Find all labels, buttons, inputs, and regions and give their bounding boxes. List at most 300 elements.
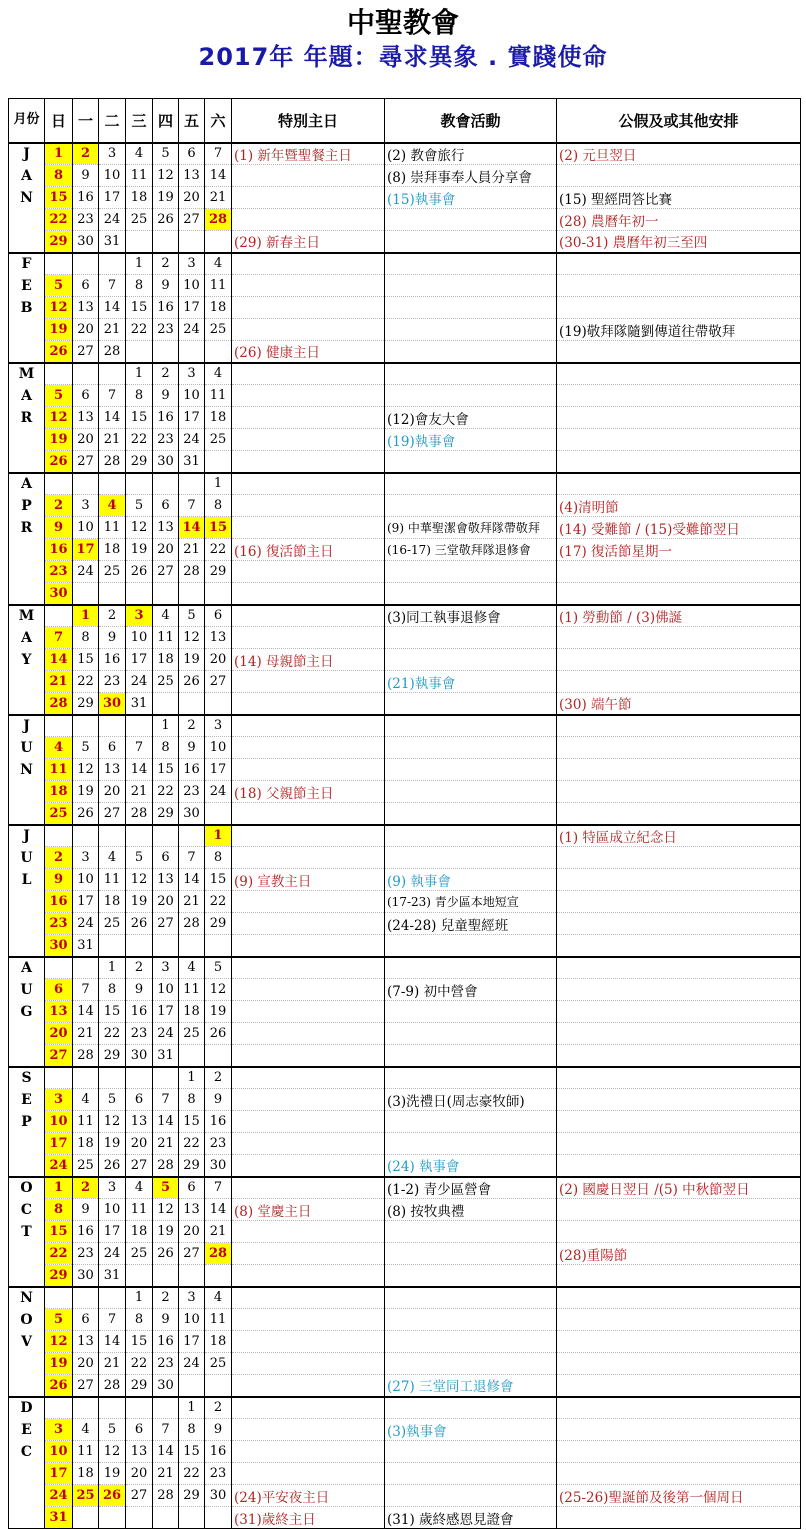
special-sunday-cell: (9) 宣教主日: [232, 869, 385, 891]
calendar-week-row: [9, 891, 801, 913]
day-cell: 15: [126, 1331, 153, 1353]
header-day: 五: [179, 99, 205, 143]
church-activity-cell: (17-23) 青少區本地短宣: [385, 891, 557, 913]
day-cell: 30: [73, 231, 99, 253]
church-activity-cell: [385, 363, 557, 385]
holiday-cell: (17) 復活節星期一: [557, 539, 801, 561]
day-cell: 30: [153, 1375, 179, 1397]
day-cell: [73, 363, 99, 385]
day-cell: 23: [153, 319, 179, 341]
day-cell: [126, 231, 153, 253]
day-cell: 28: [205, 1243, 232, 1265]
day-cell: [73, 715, 99, 737]
holiday-cell: (28) 農曆年初一: [557, 209, 801, 231]
day-cell: 29: [205, 561, 232, 583]
day-cell: 23: [153, 1353, 179, 1375]
special-sunday-cell: (16) 復活節主日: [232, 539, 385, 561]
special-sunday-cell: [232, 517, 385, 539]
calendar-week-row: [9, 319, 801, 341]
day-cell: 12: [179, 627, 205, 649]
day-cell: 16: [153, 407, 179, 429]
special-sunday-cell: (24)平安夜主日: [232, 1485, 385, 1507]
day-cell: [73, 825, 99, 847]
special-sunday-cell: [232, 209, 385, 231]
day-cell: 10: [99, 165, 126, 187]
holiday-cell: [557, 297, 801, 319]
day-cell: 19: [99, 1463, 126, 1485]
day-cell: 2: [73, 1177, 99, 1199]
church-activity-cell: [385, 1045, 557, 1067]
calendar-week-row: [9, 1001, 801, 1023]
church-activity-cell: [385, 583, 557, 605]
day-cell: 20: [99, 781, 126, 803]
day-cell: 10: [45, 1441, 73, 1463]
day-cell: 5: [99, 1419, 126, 1441]
day-cell: [153, 1265, 179, 1287]
day-cell: 27: [126, 1155, 153, 1177]
holiday-cell: [557, 737, 801, 759]
month-letter: [9, 693, 45, 715]
day-cell: [45, 1397, 73, 1419]
day-cell: 11: [205, 1309, 232, 1331]
special-sunday-cell: [232, 1023, 385, 1045]
day-cell: 25: [126, 1243, 153, 1265]
day-cell: 12: [126, 869, 153, 891]
day-cell: 15: [126, 297, 153, 319]
day-cell: 9: [126, 979, 153, 1001]
day-cell: 22: [45, 209, 73, 231]
day-cell: 1: [126, 363, 153, 385]
day-cell: 9: [153, 275, 179, 297]
day-cell: 12: [45, 1331, 73, 1353]
day-cell: 31: [126, 693, 153, 715]
day-cell: 12: [45, 297, 73, 319]
holiday-cell: (2) 國慶日翌日 /(5) 中秋節翌日: [557, 1177, 801, 1199]
day-cell: 11: [126, 1199, 153, 1221]
day-cell: 8: [99, 979, 126, 1001]
day-cell: 24: [126, 671, 153, 693]
day-cell: 23: [126, 1023, 153, 1045]
month-letter: U: [9, 737, 45, 759]
church-activity-cell: [385, 693, 557, 715]
church-activity-cell: (31) 歲終感恩見證會: [385, 1507, 557, 1529]
day-cell: 4: [126, 1177, 153, 1199]
day-cell: 30: [126, 1045, 153, 1067]
calendar-week-row: [9, 517, 801, 539]
day-cell: 14: [99, 1331, 126, 1353]
day-cell: [99, 1397, 126, 1419]
day-cell: 29: [45, 231, 73, 253]
church-activity-cell: [385, 715, 557, 737]
holiday-cell: [557, 671, 801, 693]
day-cell: 11: [99, 869, 126, 891]
day-cell: 16: [99, 649, 126, 671]
holiday-cell: [557, 561, 801, 583]
day-cell: 19: [126, 539, 153, 561]
day-cell: [179, 1045, 205, 1067]
day-cell: 31: [179, 451, 205, 473]
day-cell: 1: [205, 825, 232, 847]
day-cell: 4: [73, 1419, 99, 1441]
calendar-week-row: [9, 561, 801, 583]
day-cell: 27: [73, 341, 99, 363]
month-letter: [9, 561, 45, 583]
holiday-cell: [557, 253, 801, 275]
day-cell: 26: [153, 209, 179, 231]
calendar-week-row: [9, 1177, 801, 1199]
day-cell: 9: [205, 1419, 232, 1441]
day-cell: 2: [205, 1397, 232, 1419]
day-cell: 25: [45, 803, 73, 825]
month-letter: F: [9, 253, 45, 275]
day-cell: 18: [99, 891, 126, 913]
holiday-cell: [557, 473, 801, 495]
day-cell: 10: [179, 275, 205, 297]
month-letter: [9, 803, 45, 825]
day-cell: 28: [99, 1375, 126, 1397]
holiday-cell: [557, 407, 801, 429]
day-cell: 18: [153, 649, 179, 671]
day-cell: 26: [45, 341, 73, 363]
day-cell: 24: [179, 429, 205, 451]
day-cell: 7: [153, 1419, 179, 1441]
holiday-cell: [557, 583, 801, 605]
header-holiday: 公假及或其他安排: [557, 99, 801, 143]
day-cell: 1: [45, 143, 73, 165]
day-cell: 13: [99, 759, 126, 781]
calendar-week-row: [9, 803, 801, 825]
church-activity-cell: (21)執事會: [385, 671, 557, 693]
church-activity-cell: (24) 執事會: [385, 1155, 557, 1177]
holiday-cell: [557, 957, 801, 979]
day-cell: 28: [126, 803, 153, 825]
day-cell: 7: [179, 847, 205, 869]
day-cell: [205, 231, 232, 253]
month-letter: M: [9, 605, 45, 627]
day-cell: 27: [73, 1375, 99, 1397]
day-cell: 5: [126, 495, 153, 517]
day-cell: 18: [205, 1331, 232, 1353]
day-cell: [99, 715, 126, 737]
day-cell: 9: [45, 869, 73, 891]
day-cell: 16: [73, 187, 99, 209]
day-cell: 27: [205, 671, 232, 693]
holiday-cell: [557, 1507, 801, 1529]
church-activity-cell: [385, 825, 557, 847]
day-cell: 7: [73, 979, 99, 1001]
month-letter: [9, 671, 45, 693]
day-cell: 7: [153, 1089, 179, 1111]
day-cell: 21: [179, 539, 205, 561]
day-cell: [99, 825, 126, 847]
day-cell: 13: [205, 627, 232, 649]
day-cell: 6: [73, 1309, 99, 1331]
day-cell: 18: [73, 1133, 99, 1155]
day-cell: 16: [205, 1441, 232, 1463]
day-cell: [99, 1287, 126, 1309]
day-cell: [205, 583, 232, 605]
calendar-week-row: [9, 1155, 801, 1177]
holiday-cell: [557, 891, 801, 913]
holiday-cell: (25-26)聖誕節及後第一個周日: [557, 1485, 801, 1507]
day-cell: 26: [126, 913, 153, 935]
month-letter: S: [9, 1067, 45, 1089]
header-day: 二: [99, 99, 126, 143]
day-cell: 16: [205, 1111, 232, 1133]
day-cell: 2: [45, 847, 73, 869]
day-cell: 2: [153, 253, 179, 275]
month-letter: M: [9, 363, 45, 385]
holiday-cell: [557, 385, 801, 407]
holiday-cell: (2) 元旦翌日: [557, 143, 801, 165]
month-letter: D: [9, 1397, 45, 1419]
day-cell: [205, 693, 232, 715]
church-activity-cell: (8) 按牧典禮: [385, 1199, 557, 1221]
day-cell: [126, 341, 153, 363]
day-cell: 5: [153, 143, 179, 165]
day-cell: 31: [99, 1265, 126, 1287]
holiday-cell: [557, 1441, 801, 1463]
day-cell: 7: [126, 737, 153, 759]
day-cell: 6: [99, 737, 126, 759]
day-cell: 3: [179, 1287, 205, 1309]
month-letter: C: [9, 1441, 45, 1463]
day-cell: 28: [153, 1155, 179, 1177]
day-cell: 31: [99, 231, 126, 253]
day-cell: 21: [126, 781, 153, 803]
special-sunday-cell: [232, 979, 385, 1001]
day-cell: 9: [73, 165, 99, 187]
day-cell: 3: [45, 1419, 73, 1441]
special-sunday-cell: [232, 737, 385, 759]
day-cell: 17: [205, 759, 232, 781]
church-activity-cell: [385, 231, 557, 253]
church-activity-cell: (12)會友大會: [385, 407, 557, 429]
calendar-week-row: [9, 407, 801, 429]
day-cell: 4: [99, 495, 126, 517]
day-cell: 22: [45, 1243, 73, 1265]
day-cell: 24: [99, 1243, 126, 1265]
day-cell: 18: [45, 781, 73, 803]
special-sunday-cell: [232, 605, 385, 627]
day-cell: 25: [179, 1023, 205, 1045]
day-cell: 16: [153, 1331, 179, 1353]
day-cell: 8: [179, 1419, 205, 1441]
day-cell: 15: [153, 759, 179, 781]
day-cell: 12: [99, 1111, 126, 1133]
day-cell: 11: [73, 1111, 99, 1133]
day-cell: 25: [126, 209, 153, 231]
day-cell: 27: [179, 209, 205, 231]
day-cell: 18: [99, 539, 126, 561]
day-cell: 3: [126, 605, 153, 627]
day-cell: 22: [126, 319, 153, 341]
church-activity-cell: [385, 1221, 557, 1243]
day-cell: 23: [45, 561, 73, 583]
day-cell: 17: [153, 1001, 179, 1023]
month-letter: A: [9, 165, 45, 187]
special-sunday-cell: [232, 583, 385, 605]
calendar-week-row: [9, 1353, 801, 1375]
day-cell: [153, 693, 179, 715]
day-cell: 19: [45, 429, 73, 451]
holiday-cell: (19)敬拜隊隨劉傳道往帶敬拜: [557, 319, 801, 341]
special-sunday-cell: [232, 627, 385, 649]
day-cell: 1: [45, 1177, 73, 1199]
day-cell: 20: [153, 539, 179, 561]
month-letter: P: [9, 495, 45, 517]
church-activity-cell: [385, 649, 557, 671]
day-cell: 31: [153, 1045, 179, 1067]
calendar-week-row: [9, 165, 801, 187]
calendar-week-row: [9, 1089, 801, 1111]
day-cell: 11: [45, 759, 73, 781]
day-cell: 19: [126, 891, 153, 913]
day-cell: [126, 1397, 153, 1419]
day-cell: 9: [153, 1309, 179, 1331]
church-activity-cell: [385, 1133, 557, 1155]
special-sunday-cell: (26) 健康主日: [232, 341, 385, 363]
church-activity-cell: [385, 737, 557, 759]
day-cell: 19: [153, 1221, 179, 1243]
day-cell: 5: [179, 605, 205, 627]
day-cell: 26: [99, 1485, 126, 1507]
day-cell: 22: [179, 1463, 205, 1485]
month-letter: O: [9, 1177, 45, 1199]
special-sunday-cell: [232, 1045, 385, 1067]
church-activity-cell: [385, 759, 557, 781]
month-letter: G: [9, 1001, 45, 1023]
day-cell: 20: [179, 1221, 205, 1243]
day-cell: 12: [126, 517, 153, 539]
day-cell: 4: [205, 1287, 232, 1309]
day-cell: 11: [73, 1441, 99, 1463]
month-letter: L: [9, 869, 45, 891]
day-cell: 14: [205, 1199, 232, 1221]
day-cell: 6: [179, 1177, 205, 1199]
holiday-cell: [557, 1419, 801, 1441]
day-cell: 6: [153, 495, 179, 517]
day-cell: 26: [99, 1155, 126, 1177]
holiday-cell: [557, 275, 801, 297]
month-letter: R: [9, 517, 45, 539]
day-cell: 1: [126, 253, 153, 275]
month-letter: V: [9, 1331, 45, 1353]
header-day: 三: [126, 99, 153, 143]
day-cell: 3: [179, 363, 205, 385]
holiday-cell: [557, 363, 801, 385]
day-cell: 8: [45, 165, 73, 187]
special-sunday-cell: (14) 母親節主日: [232, 649, 385, 671]
calendar-week-row: [9, 451, 801, 473]
month-letter: [9, 1045, 45, 1067]
holiday-cell: [557, 1111, 801, 1133]
holiday-cell: [557, 649, 801, 671]
holiday-cell: [557, 1375, 801, 1397]
day-cell: [45, 473, 73, 495]
day-cell: 28: [73, 1045, 99, 1067]
calendar-week-row: [9, 1397, 801, 1419]
day-cell: [205, 451, 232, 473]
special-sunday-cell: [232, 1397, 385, 1419]
day-cell: 1: [179, 1397, 205, 1419]
header-day: 一: [73, 99, 99, 143]
day-cell: 16: [73, 1221, 99, 1243]
holiday-cell: [557, 1067, 801, 1089]
calendar-week-row: [9, 759, 801, 781]
day-cell: 15: [205, 869, 232, 891]
calendar-week-row: [9, 715, 801, 737]
holiday-cell: [557, 847, 801, 869]
day-cell: [45, 825, 73, 847]
day-cell: 5: [153, 1177, 179, 1199]
month-letter: N: [9, 759, 45, 781]
day-cell: 25: [205, 1353, 232, 1375]
church-activity-cell: [385, 1485, 557, 1507]
header-row: [9, 99, 801, 143]
special-sunday-cell: [232, 429, 385, 451]
church-activity-cell: [385, 275, 557, 297]
day-cell: 2: [179, 715, 205, 737]
day-cell: [126, 1067, 153, 1089]
church-activity-cell: [385, 385, 557, 407]
church-activity-cell: (16-17) 三堂敬拜隊退修會: [385, 539, 557, 561]
day-cell: 29: [205, 913, 232, 935]
special-sunday-cell: [232, 1001, 385, 1023]
day-cell: 17: [73, 539, 99, 561]
day-cell: 5: [45, 385, 73, 407]
day-cell: 31: [73, 935, 99, 957]
calendar-week-row: [9, 1199, 801, 1221]
holiday-cell: [557, 1353, 801, 1375]
month-letter: [9, 1353, 45, 1375]
day-cell: 22: [205, 891, 232, 913]
day-cell: 17: [99, 187, 126, 209]
day-cell: [179, 231, 205, 253]
day-cell: 13: [179, 165, 205, 187]
page-subtitle: 2017年 年題：尋求異象 . 實踐使命: [198, 43, 608, 71]
day-cell: 22: [73, 671, 99, 693]
day-cell: [45, 363, 73, 385]
month-letter: [9, 341, 45, 363]
day-cell: 1: [153, 715, 179, 737]
day-cell: 7: [205, 143, 232, 165]
day-cell: [179, 473, 205, 495]
church-activity-cell: [385, 1287, 557, 1309]
day-cell: 13: [126, 1111, 153, 1133]
day-cell: 6: [73, 275, 99, 297]
day-cell: 5: [126, 847, 153, 869]
day-cell: 13: [126, 1441, 153, 1463]
day-cell: 9: [179, 737, 205, 759]
church-activity-cell: (2) 教會旅行: [385, 143, 557, 165]
header-church-activity: 教會活動: [385, 99, 557, 143]
day-cell: 7: [45, 627, 73, 649]
day-cell: 19: [45, 1353, 73, 1375]
calendar-week-row: [9, 935, 801, 957]
day-cell: 9: [99, 627, 126, 649]
calendar-week-row: [9, 605, 801, 627]
calendar-week-row: [9, 385, 801, 407]
church-activity-cell: (15)執事會: [385, 187, 557, 209]
day-cell: 8: [205, 495, 232, 517]
month-letter: P: [9, 1111, 45, 1133]
day-cell: 4: [99, 847, 126, 869]
calendar-week-row: [9, 737, 801, 759]
day-cell: 11: [99, 517, 126, 539]
day-cell: 19: [99, 1133, 126, 1155]
day-cell: 3: [153, 957, 179, 979]
